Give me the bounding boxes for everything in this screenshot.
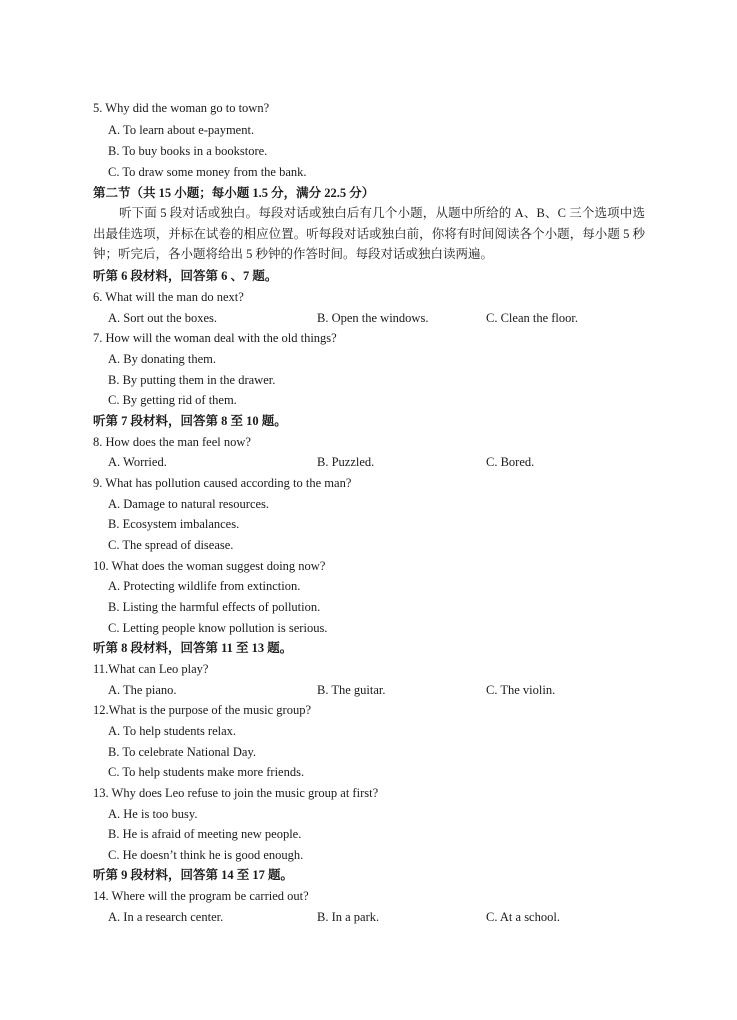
option-12a: A. To help students relax.: [108, 724, 237, 738]
option-6a: A. Sort out the boxes.: [108, 311, 218, 325]
option-14a: A. In a research center.: [108, 910, 224, 924]
option-11a: A. The piano.: [108, 683, 177, 697]
option-13a: A. He is too busy.: [108, 807, 198, 821]
option-11b: B. The guitar.: [317, 683, 386, 697]
option-6c: C. Clean the floor.: [486, 311, 578, 325]
option-6b: B. Open the windows.: [317, 311, 429, 325]
question-12: 12.What is the purpose of the music group?: [93, 703, 312, 717]
material-heading-7: 听第 7 段材料，回答第 8 至 10 题。: [93, 414, 287, 428]
option-12b: B. To celebrate National Day.: [108, 745, 257, 759]
option-13c: C. He doesn’t think he is good enough.: [108, 848, 304, 862]
question-11: 11.What can Leo play?: [93, 662, 209, 676]
question-9: 9. What has pollution caused according to the man?: [93, 476, 352, 490]
question-13: 13. Why does Leo refuse to join the music group at first?: [93, 786, 379, 800]
question-10: 10. What does the woman suggest doing now?: [93, 559, 326, 573]
option-13b: B. He is afraid of meeting new people.: [108, 827, 302, 841]
option-8b: B. Puzzled.: [317, 455, 375, 469]
option-7a: A. By donating them.: [108, 352, 216, 366]
section-instructions: 听下面 5 段对话或独白。每段对话或独白后有几个小题，从题中所给的 A、B、C 三个选项中选出最佳选项，并标在试卷的相应位置。听每段对话或独白前，你将有时间阅读各个小题，每小题 5 秒钟；听完后，各小题将给出 5 秒钟的作答时间。每段对话或独白读两遍。: [93, 206, 645, 261]
question-6: 6. What will the man do next?: [93, 290, 244, 304]
option-9c: C. The spread of disease.: [108, 538, 234, 552]
option-11c: C. The violin.: [486, 683, 556, 697]
option-5c: C. To draw some money from the bank.: [108, 165, 307, 179]
option-9a: A. Damage to natural resources.: [108, 497, 270, 511]
option-7c: C. By getting rid of them.: [108, 393, 237, 407]
question-5: 5. Why did the woman go to town?: [93, 101, 270, 115]
option-9b: B. Ecosystem imbalances.: [108, 517, 240, 531]
question-8: 8. How does the man feel now?: [93, 435, 251, 449]
option-10a: A. Protecting wildlife from extinction.: [108, 579, 301, 593]
option-10c: C. Letting people know pollution is serious.: [108, 621, 328, 635]
material-heading-8: 听第 8 段材料，回答第 11 至 13 题。: [93, 641, 293, 655]
option-5b: B. To buy books in a bookstore.: [108, 144, 268, 158]
option-14c: C. At a school.: [486, 910, 560, 924]
option-7b: B. By putting them in the drawer.: [108, 373, 276, 387]
option-8c: C. Bored.: [486, 455, 535, 469]
option-14b: B. In a park.: [317, 910, 380, 924]
section-heading: 第二节（共 15 小题；每小题 1.5 分，满分 22.5 分）: [93, 186, 375, 200]
material-heading-9: 听第 9 段材料，回答第 14 至 17 题。: [93, 868, 294, 882]
question-7: 7. How will the woman deal with the old things?: [93, 331, 337, 345]
material-heading-6: 听第 6 段材料，回答第 6 、7 题。: [93, 269, 278, 283]
option-8a: A. Worried.: [108, 455, 167, 469]
option-5a: A. To learn about e-payment.: [108, 123, 255, 137]
option-10b: B. Listing the harmful effects of pollution.: [108, 600, 321, 614]
question-14: 14. Where will the program be carried out?: [93, 889, 309, 903]
option-12c: C. To help students make more friends.: [108, 765, 305, 779]
